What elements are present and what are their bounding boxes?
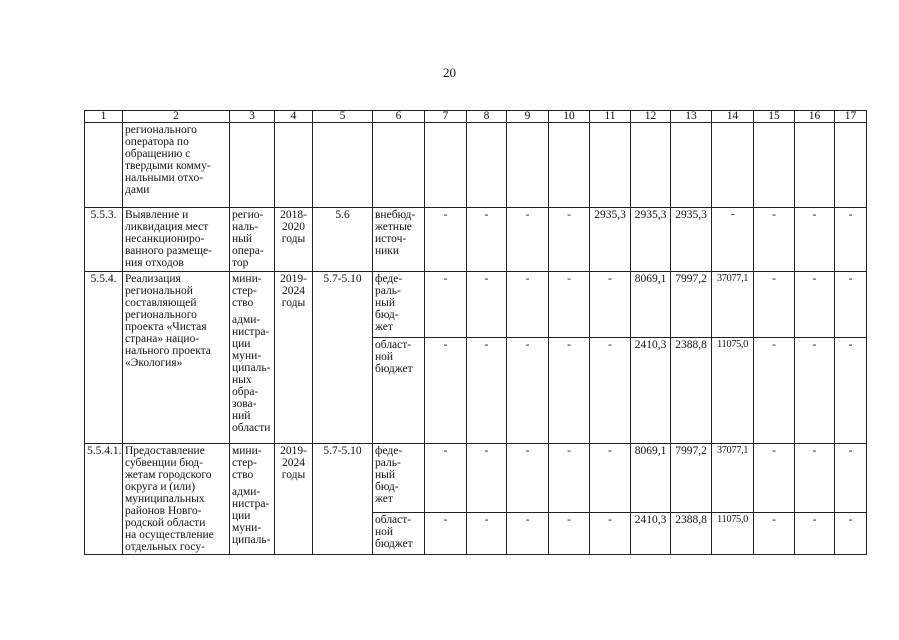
header-cell: 17 bbox=[835, 111, 867, 123]
value-cell: - bbox=[467, 444, 507, 513]
value-cell: - bbox=[590, 338, 631, 444]
header-cell: 3 bbox=[230, 111, 275, 123]
cell-source: феде- раль- ный бюд- жет bbox=[373, 444, 425, 513]
cell-executor: мини- стер- ство адми- нистра- ции муни- ципаль- ных обра- зова- ний области bbox=[230, 272, 275, 444]
value-cell: - bbox=[425, 444, 467, 513]
cell-target: 5.7-5.10 bbox=[313, 272, 373, 444]
cell-target: 5.7-5.10 bbox=[313, 444, 373, 555]
value-cell: - bbox=[467, 272, 507, 338]
value-cell: - bbox=[549, 272, 590, 338]
value-cell: 2388,8 bbox=[671, 338, 712, 444]
value-cell: - bbox=[754, 272, 795, 338]
value-cell: - bbox=[590, 272, 631, 338]
value-cell: - bbox=[835, 513, 867, 555]
cell-description: Предоставление субвенции бюд- жетам городского округа и (или) муниципальных районов Новго- родской области на осуществление отдельных госу- bbox=[123, 444, 230, 555]
header-cell: 13 bbox=[671, 111, 712, 123]
value-cell: - bbox=[507, 272, 549, 338]
cell-target: 5.6 bbox=[313, 208, 373, 272]
value-cell: - bbox=[754, 513, 795, 555]
cell-source: област- ной бюджет bbox=[373, 338, 425, 444]
header-cell: 12 bbox=[631, 111, 671, 123]
cell-description: регионального оператора по обращению с твердыми комму- нальными отхо- дами bbox=[123, 123, 230, 208]
cell-period: 2019- 2024 годы bbox=[275, 272, 313, 444]
value-cell: - bbox=[549, 208, 590, 272]
value-cell: - bbox=[425, 208, 467, 272]
value-cell: - bbox=[835, 272, 867, 338]
value-cell: - bbox=[795, 272, 835, 338]
header-cell: 11 bbox=[590, 111, 631, 123]
value-cell: - bbox=[425, 338, 467, 444]
header-row bbox=[85, 111, 867, 123]
cell-executor: регио- наль- ный опера- тор bbox=[230, 208, 275, 272]
value-cell: 2388,8 bbox=[671, 513, 712, 555]
header-cell: 6 bbox=[373, 111, 425, 123]
value-cell: - bbox=[795, 208, 835, 272]
value-cell: - bbox=[590, 444, 631, 513]
header-cell: 14 bbox=[712, 111, 754, 123]
value-cell: 2410,3 bbox=[631, 513, 671, 555]
value-cell: - bbox=[467, 513, 507, 555]
value-cell: 37077,1 bbox=[712, 444, 754, 513]
header-cell: 16 bbox=[795, 111, 835, 123]
value-cell: - bbox=[549, 513, 590, 555]
value-cell: - bbox=[425, 513, 467, 555]
value-cell: - bbox=[835, 338, 867, 444]
header-cell: 10 bbox=[549, 111, 590, 123]
page-number: 20 bbox=[443, 65, 456, 80]
value-cell: - bbox=[795, 513, 835, 555]
value-cell: - bbox=[590, 513, 631, 555]
value-cell: - bbox=[507, 208, 549, 272]
value-cell: 2935,3 bbox=[590, 208, 631, 272]
value-cell: - bbox=[549, 444, 590, 513]
header-cell: 7 bbox=[425, 111, 467, 123]
cell-source: област- ной бюджет bbox=[373, 513, 425, 555]
value-cell: - bbox=[754, 208, 795, 272]
value-cell: 11075,0 bbox=[712, 338, 754, 444]
value-cell: 2410,3 bbox=[631, 338, 671, 444]
value-cell: - bbox=[795, 444, 835, 513]
value-cell: - bbox=[507, 444, 549, 513]
header-cell: 5 bbox=[313, 111, 373, 123]
value-cell: - bbox=[507, 338, 549, 444]
table-row bbox=[85, 272, 867, 338]
header-cell: 8 bbox=[467, 111, 507, 123]
value-cell: - bbox=[754, 444, 795, 513]
value-cell: 7997,2 bbox=[671, 444, 712, 513]
value-cell: - bbox=[467, 338, 507, 444]
value-cell: - bbox=[795, 338, 835, 444]
cell-number: 5.5.4.1. bbox=[85, 444, 123, 555]
value-cell: 2935,3 bbox=[671, 208, 712, 272]
cell-description: Реализация региональной составляющей регионального проекта «Чистая страна» нацио- нального проекта «Экология» bbox=[123, 272, 230, 444]
value-cell: 7997,2 bbox=[671, 272, 712, 338]
header-cell: 9 bbox=[507, 111, 549, 123]
cell-number bbox=[85, 123, 123, 208]
cell-period: 2018- 2020 годы bbox=[275, 208, 313, 272]
header-cell: 15 bbox=[754, 111, 795, 123]
header-cell: 1 bbox=[85, 111, 123, 123]
value-cell: - bbox=[549, 338, 590, 444]
value-cell: - bbox=[507, 513, 549, 555]
value-cell: 37077,1 bbox=[712, 272, 754, 338]
cell-period: 2019- 2024 годы bbox=[275, 444, 313, 555]
table-row bbox=[85, 208, 867, 272]
cell-number: 5.5.3. bbox=[85, 208, 123, 272]
value-cell: - bbox=[467, 208, 507, 272]
value-cell: - bbox=[712, 208, 754, 272]
cell-source: внебюд- жетные источ- ники bbox=[373, 208, 425, 272]
value-cell: 2935,3 bbox=[631, 208, 671, 272]
value-cell: 8069,1 bbox=[631, 272, 671, 338]
cell-executor: мини- стер- ство адми- нистра- ции муни- ципаль- bbox=[230, 444, 275, 555]
table-row bbox=[85, 444, 867, 513]
value-cell: 8069,1 bbox=[631, 444, 671, 513]
value-cell: - bbox=[835, 444, 867, 513]
value-cell: 11075,0 bbox=[712, 513, 754, 555]
budget-table bbox=[84, 110, 867, 555]
cell-description: Выявление и ликвидация мест несанкциониро- ванного размеще- ния отходов bbox=[123, 208, 230, 272]
value-cell: - bbox=[425, 272, 467, 338]
header-cell: 2 bbox=[123, 111, 230, 123]
header-cell: 4 bbox=[275, 111, 313, 123]
value-cell: - bbox=[835, 208, 867, 272]
table-row bbox=[85, 123, 867, 208]
value-cell: - bbox=[754, 338, 795, 444]
cell-source: феде- раль- ный бюд- жет bbox=[373, 272, 425, 338]
cell-number: 5.5.4. bbox=[85, 272, 123, 444]
